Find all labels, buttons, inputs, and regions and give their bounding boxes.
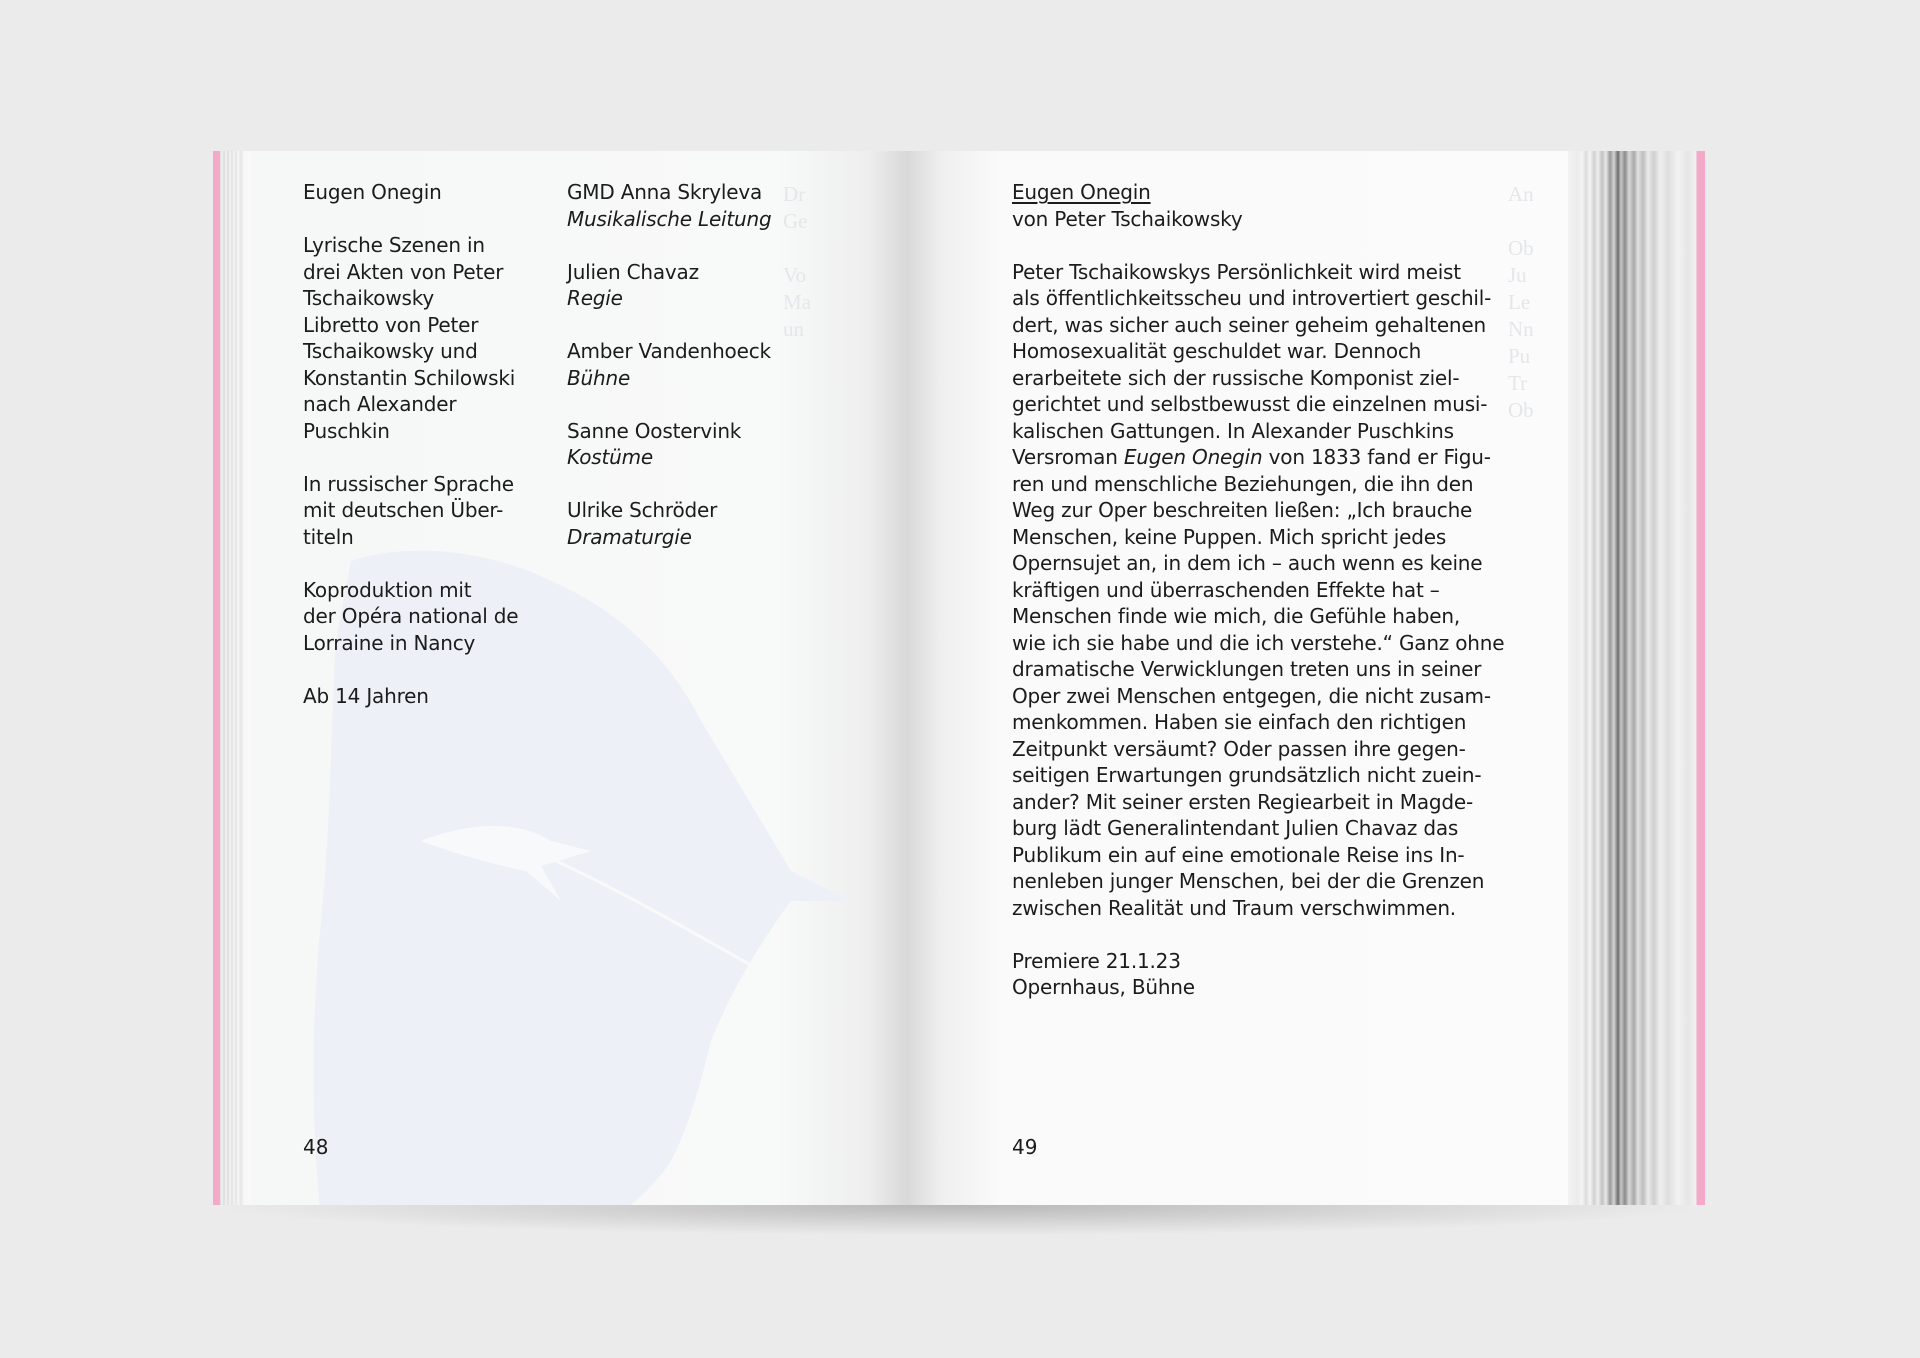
show-through-text: Dr Ge Vo Ma un	[783, 182, 811, 341]
language-note: In russischer Sprache mit deutschen Über- titeln	[303, 471, 514, 549]
article-body-part: Peter Tschaikowskys Persönlichkeit wird meist als öffentlichkeitsscheu und introvertiert geschil- dert, was sicher auch seiner geheim gehaltenen Homosexualität geschuldet war. Dennoch erarbeitete sich der russische Komponist ziel- gerichtet und selbstbewusst die einzelnen musi- kalischen Gattungen. In Alexander Puschkins Versroman	[1012, 259, 1492, 469]
page-edges-right	[1568, 151, 1705, 1205]
left-page	[251, 151, 908, 1205]
page-number-left: 48	[303, 1135, 329, 1159]
article-body-part: von 1833 fand er Figu- ren und menschliche Beziehungen, die ihn den Weg zur Oper beschreiten ließen: „Ich brauche Menschen, keine Puppen. Mich spricht jedes Opernsujet an, in dem ich – auch wenn es keine kräftigen und überraschenden Effekte hat – Menschen finde wie mich, die Gefühle haben, wie ich sie habe und die ich verstehe.“ Ganz ohne dramatische Verwicklungen treten uns in seiner Oper zwei Menschen entgegen, die nicht zusam- menkommen. Haben sie einfach den richtigen Zeitpunkt versäumt? Oder passen ihre gegen- seitigen Erwartungen grundsätzlich nicht zuein- ander? Mit seiner ersten Regiearbeit in Magde- burg lädt Generalintendant Julien Chavaz das Publikum ein auf eine emotionale Reise ins In- nenleben junger Menschen, bei der die Grenzen zwischen Realität und Traum verschwimmen.	[1012, 445, 1505, 920]
page-number-right: 49	[1012, 1135, 1038, 1159]
article-title: Eugen Onegin	[1012, 180, 1151, 204]
production-description: Lyrische Szenen in drei Akten von Peter Tschaikowsky Libretto von Peter Tschaikowsky und Konstantin Schilowski nach Alexander Puschkin	[303, 233, 516, 443]
credit-entry	[567, 418, 827, 471]
production-info-column	[303, 179, 553, 709]
credit-role: Musikalische Leitung	[567, 206, 772, 231]
credit-name: GMD Anna Skryleva	[567, 180, 763, 204]
credit-name: Amber Vandenhoeck	[567, 339, 771, 363]
production-title: Eugen Onegin	[303, 180, 442, 204]
venue: Opernhaus, Bühne	[1012, 975, 1195, 999]
premiere-date: Premiere 21.1.23	[1012, 948, 1181, 973]
page-edges-left	[213, 151, 251, 1205]
credit-role: Regie	[567, 286, 623, 310]
credit-role: Bühne	[567, 365, 631, 390]
credit-role: Dramaturgie	[567, 524, 692, 549]
credit-name: Ulrike Schröder	[567, 498, 718, 522]
right-page	[908, 151, 1568, 1205]
credit-entry	[567, 497, 827, 550]
coproduction-note: Koproduktion mit der Opéra national de Lorraine in Nancy	[303, 577, 519, 655]
article	[1012, 179, 1532, 1001]
credit-name: Julien Chavaz	[567, 259, 699, 284]
show-through-text: An Ob Ju Le Nn Pu Tr Ob	[1508, 182, 1534, 422]
credit-role: Kostüme	[567, 445, 653, 469]
credits-column	[567, 179, 827, 550]
credit-entry	[567, 179, 827, 232]
age-recommendation: Ab 14 Jahren	[303, 683, 429, 708]
credit-entry	[567, 259, 827, 312]
article-byline: von Peter Tschaikowsky	[1012, 206, 1243, 231]
credit-entry	[567, 338, 827, 391]
article-body-work-title: Eugen Onegin	[1123, 445, 1263, 469]
article-body	[1012, 259, 1532, 922]
credit-name: Sanne Oostervink	[567, 418, 742, 443]
